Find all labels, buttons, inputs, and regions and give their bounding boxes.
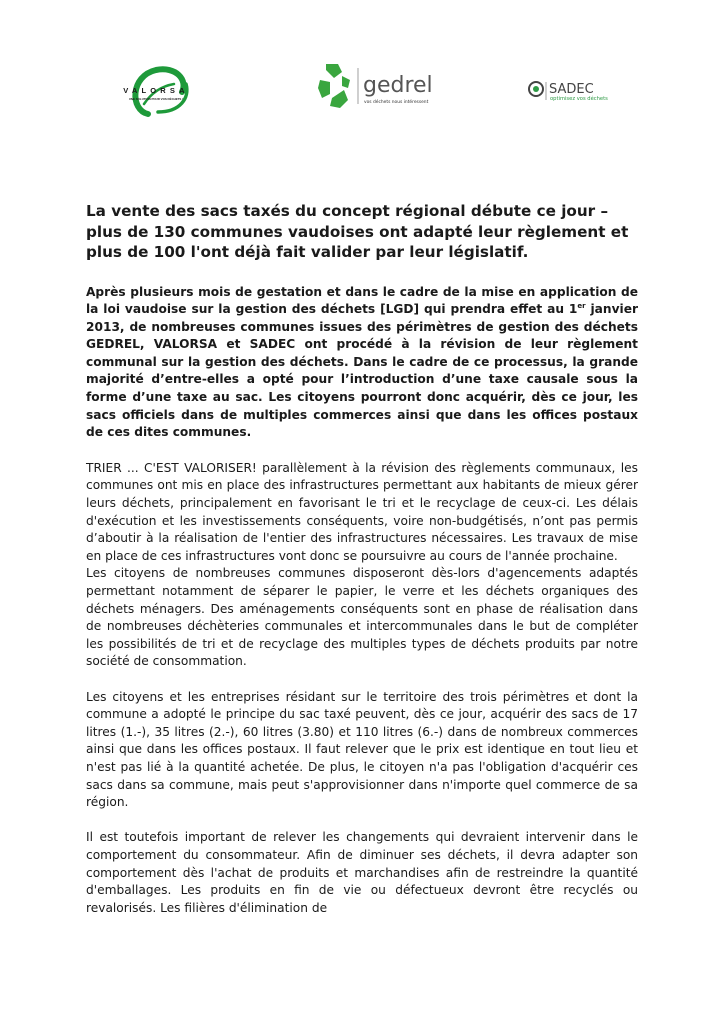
lead-text-1: Après plusieurs mois de gestation et dans le cadre de la mise en application de la loi vaudoise sur la gestion des déchets [LGD] qui prendra effet au 1 bbox=[86, 284, 638, 317]
sadec-logo bbox=[528, 76, 628, 106]
valorsa-logo bbox=[100, 62, 212, 118]
gedrel-tagline: vos déchets nous intéressent bbox=[364, 100, 429, 105]
body-paragraph: Les citoyens et les entreprises résidant sur le territoire des trois périmètres et dont la commune a adopté le principe du sac taxé peuvent, dès ce jour, acquérir des sacs de 17 litres (1.-), 35 litres (2.-), 60 litres (3.80) et 110 litres (6.-) dans de nombreux commerces ainsi que dans les offices postaux. Il faut relever que le prix est identique en tout lieu et n'est pas lié à la quantité achetée. De plus, le citoyen n'a pas l'obligation d'acquérir ces sacs dans sa commune, mais peut s'approvisionner dans n'importe quel commerce de sa région. bbox=[86, 689, 638, 810]
body-paragraph: Les citoyens de nombreuses communes disposeront dès-lors d'agencements adaptés permettant notamment de séparer le papier, le verre et les déchets organiques des déchets ménagers. Des aménagements conséquents sont en phase de réalisation dans de nombreuses déchèteries communales et intercommunales dans le but de compléter les possibilités de tri et de recyclage des multiples types de déchets produits par notre société de consommation. bbox=[86, 566, 638, 669]
valorsa-tagline: UNE SOLUTION POUR VOS DÉCHETS ! bbox=[128, 97, 184, 101]
gedrel-logo bbox=[316, 58, 446, 114]
lead-superscript: er bbox=[577, 302, 586, 311]
valorsa-name: VALORSA bbox=[123, 86, 189, 95]
logo-bar bbox=[0, 58, 724, 118]
article-body bbox=[86, 460, 638, 917]
lead-paragraph bbox=[86, 284, 638, 442]
lead-text-2: janvier 2013, de nombreuses communes issues des périmètres de gestion des déchets GEDREL, VALORSA et SADEC ont procédé à la révision de leur règlement communal sur la gestion des déchets. Dans le cadre de ce processus, la grande majorité d’entre-elles a opté pour l’introduction d’une taxe causale sous la forme d’une taxe au sac. Les citoyens pourront donc acquérir, dès ce jour, les sacs officiels dans de multiples commerces ainsi que dans les offices postaux de ces dites communes. bbox=[86, 302, 638, 440]
sadec-circle-icon bbox=[529, 82, 543, 96]
sadec-tagline: optimisez vos déchets bbox=[550, 96, 608, 102]
body-paragraph: TRIER ... C'EST VALORISER! parallèlement à la révision des règlements communaux, les communes ont mis en place des infrastructures permettant aux habitants de mieux gérer leurs déchets, principalement en favorisant le tri et le recyclage de ceux-ci. Les délais d'exécution et les investissements conséquents, voire non-budgétisés, n’ont pas permis d’aboutir à la réalisation de l'entier des infrastructures nécessaires. Les travaux de mise en place de ces infrastructures vont donc se poursuivre au cours de l'année prochaine. bbox=[86, 460, 638, 563]
sadec-name: SADEC bbox=[549, 82, 594, 97]
article bbox=[86, 201, 638, 917]
body-paragraph: Il est toutefois important de relever les changements qui devraient intervenir dans le comportement du consommateur. Afin de diminuer ses déchets, il devra adapter son comportement dès l'achat de produits et marchandises afin de restreindre la quantité d'emballages. Les produits en fin de vie ou défectueux devront être recyclés ou revalorisés. Les filières d'élimination de bbox=[86, 830, 638, 915]
gedrel-recycle-icon bbox=[318, 64, 350, 108]
article-title: La vente des sacs taxés du concept régional débute ce jour – plus de 130 communes vaudoises ont adapté leur règlement et plus de 100 l'ont déjà fait valider par leur législatif. bbox=[86, 202, 629, 261]
gedrel-name: gedrel bbox=[363, 73, 433, 98]
